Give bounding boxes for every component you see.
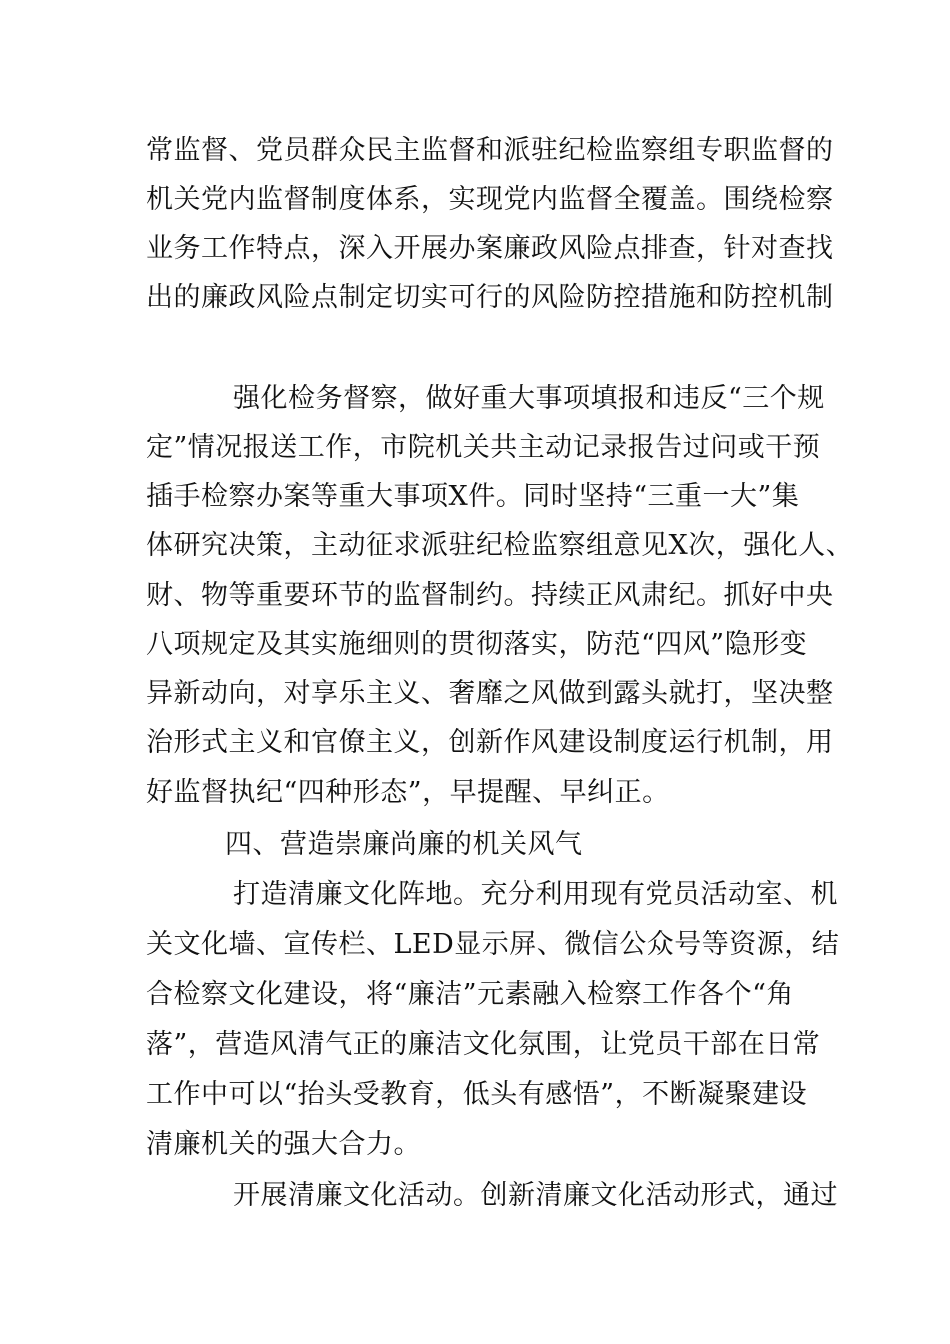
paragraph-3-line-1: 打造清廉文化阵地。充分利用现有党员活动室、机: [233, 879, 838, 910]
paragraph-2-line-6: 八项规定及其实施细则的贯彻落实，防范“四风”隐形变: [146, 629, 808, 660]
paragraph-3-line-2: 关文化墙、宣传栏、LED显示屏、微信公众号等资源，结: [146, 929, 840, 960]
paragraph-2-line-5: 财、物等重要环节的监督制约。持续正风肃纪。抓好中央: [146, 580, 834, 611]
paragraph-2-line-2: 定”情况报送工作，市院机关共主动记录报告过问或干预: [146, 432, 821, 463]
paragraph-1-line-2: 机关党内监督制度体系，实现党内监督全覆盖。围绕检察: [146, 184, 834, 215]
paragraph-2-line-9: 好监督执纪“四种形态”，早提醒、早纠正。: [146, 777, 670, 808]
paragraph-1-line-4: 出的廉政风险点制定切实可行的风险防控措施和防控机制: [146, 282, 834, 313]
paragraph-2-line-3: 插手检察办案等重大事项X件。同时坚持“三重一大”集: [146, 481, 800, 512]
paragraph-3-line-6: 清廉机关的强大合力。: [146, 1129, 421, 1160]
section-heading: 四、营造崇廉尚廉的机关风气: [225, 829, 583, 860]
paragraph-2-line-1: 强化检务督察，做好重大事项填报和违反“三个规: [233, 383, 825, 414]
paragraph-4-line-1: 开展清廉文化活动。创新清廉文化活动形式，通过: [233, 1180, 838, 1211]
paragraph-2-line-8: 治形式主义和官僚主义，创新作风建设制度运行机制，用: [146, 727, 834, 758]
paragraph-1-line-3: 业务工作特点，深入开展办案廉政风险点排查，针对查找: [146, 233, 834, 264]
paragraph-3-line-3: 合检察文化建设，将“廉洁”元素融入检察工作各个“角: [146, 979, 794, 1010]
paragraph-3-line-5: 工作中可以“抬头受教育，低头有感悟”，不断凝聚建设: [146, 1079, 808, 1110]
paragraph-2-line-7: 异新动向，对享乐主义、奢靡之风做到露头就打，坚决整: [146, 678, 834, 709]
paragraph-2-line-4: 体研究决策，主动征求派驻纪检监察组意见X次，强化人、: [146, 530, 854, 561]
paragraph-1-line-1: 常监督、党员群众民主监督和派驻纪检监察组专职监督的: [146, 135, 834, 166]
paragraph-3-line-4: 落”，营造风清气正的廉洁文化氛围，让党员干部在日常: [146, 1029, 821, 1060]
